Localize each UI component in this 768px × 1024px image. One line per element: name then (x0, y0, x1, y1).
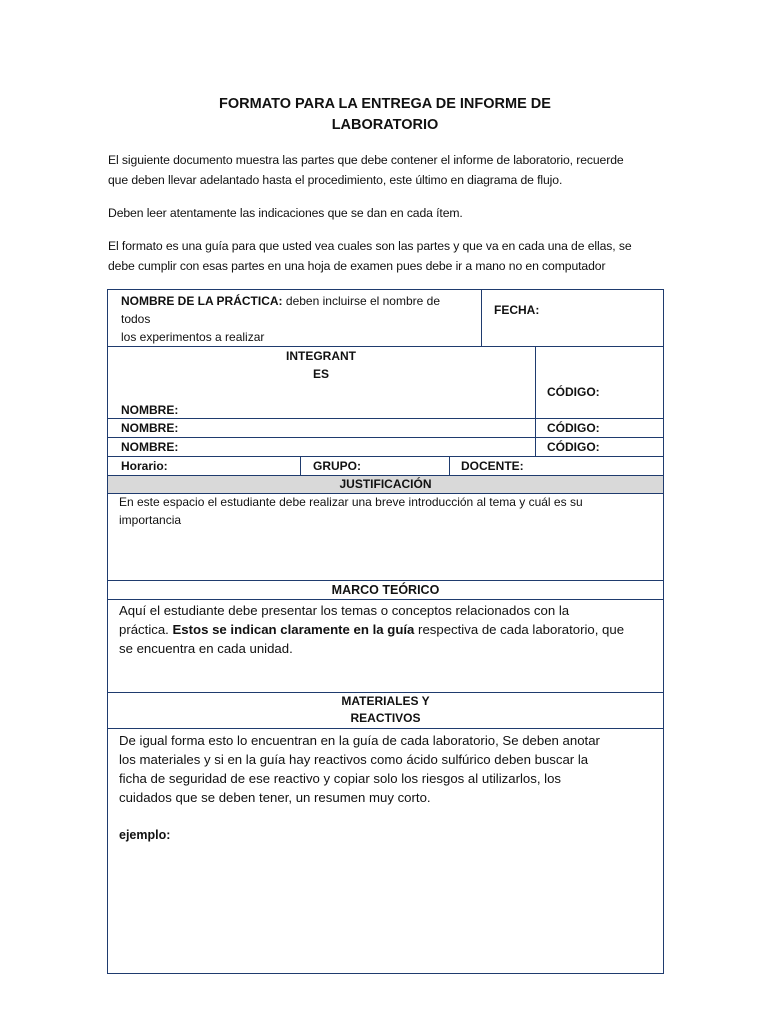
materiales-text (119, 731, 600, 845)
row-divider (108, 599, 663, 600)
integrantes-line-2: ES (312, 367, 329, 381)
codigo-label-1: CÓDIGO: (547, 385, 600, 399)
col-divider (535, 346, 536, 456)
justificacion-header: JUSTIFICACIÓN (339, 477, 432, 491)
intro-p1-line-2: que deben llevar adelantado hasta el procedimiento, este último en diagrama de flujo. (108, 173, 563, 187)
docente-label: DOCENTE: (461, 459, 524, 473)
marco-line-3: se encuentra en cada unidad. (119, 641, 293, 656)
marco-teorico-text (119, 601, 624, 658)
row-divider (108, 456, 663, 457)
intro-p1-line-1: El siguiente documento muestra las partes que debe contener el informe de laboratorio, recuerde (108, 153, 624, 167)
intro-p3-line-2: debe cumplir con esas partes en una hoja de examen pues debe ir a mano no en computador (108, 259, 606, 273)
horario-label: Horario: (121, 459, 168, 473)
justificacion-text (119, 493, 583, 529)
codigo-label-3: CÓDIGO: (547, 440, 600, 454)
practica-desc-line-1: deben incluirse el nombre de (282, 294, 440, 308)
title-line-2: LABORATORIO (331, 117, 439, 133)
nombre-label-3: NOMBRE: (121, 440, 179, 454)
marco-teorico-header: MARCO TEÓRICO (331, 583, 440, 597)
intro-paragraph-2 (108, 203, 668, 223)
marco-line-2-bold: Estos se indican claramente en la guía (172, 622, 415, 637)
intro-paragraph-1 (108, 150, 668, 190)
practica-cell (121, 292, 440, 346)
materiales-header (108, 693, 663, 727)
marco-line-2b: respectiva de cada laboratorio, que (414, 622, 625, 637)
marco-line-1: Aquí el estudiante debe presentar los temas o conceptos relacionados con la (119, 603, 570, 618)
intro-p3-line-1: El formato es una guía para que usted vea cuales son las partes y que va en cada una de ellas, se (108, 239, 632, 253)
justificacion-line-2: importancia (119, 513, 182, 527)
codigo-label-2: CÓDIGO: (547, 421, 600, 435)
justificacion-line-1: En este espacio el estudiante debe realizar una breve introducción al tema y cuál es su (119, 495, 583, 509)
materiales-header-line-2: REACTIVOS (350, 711, 421, 725)
col-divider (300, 456, 301, 475)
nombre-label-2: NOMBRE: (121, 421, 179, 435)
materiales-header-line-1: MATERIALES Y (341, 694, 430, 708)
report-form-table (107, 289, 664, 974)
row-divider (108, 728, 663, 729)
materiales-line-1: De igual forma esto lo encuentran en la guía de cada laboratorio, Se deben anotar (119, 733, 600, 748)
integrantes-line-1: INTEGRANT (286, 349, 356, 363)
row-divider (108, 346, 663, 347)
col-divider (449, 456, 450, 475)
ejemplo-label: ejemplo: (119, 828, 171, 842)
integrantes-header (276, 347, 366, 383)
fecha-label: FECHA: (494, 303, 540, 317)
grupo-label: GRUPO: (313, 459, 361, 473)
practica-desc-line-2: todos (121, 312, 151, 326)
materiales-line-3: ficha de seguridad de ese reactivo y copiar solo los riesgos al utilizarlos, los (119, 771, 562, 786)
title-line-1: FORMATO PARA LA ENTREGA DE INFORME DE (219, 96, 551, 112)
intro-p2-line: Deben leer atentamente las indicaciones que se dan en cada ítem. (108, 206, 463, 220)
practica-label: NOMBRE DE LA PRÁCTICA: (121, 294, 283, 308)
marco-line-2a: práctica. (119, 622, 173, 637)
intro-paragraph-3 (108, 236, 668, 276)
materiales-line-4: cuidados que se deben tener, un resumen muy corto. (119, 790, 431, 805)
document-title (140, 94, 630, 136)
nombre-label-1: NOMBRE: (121, 403, 179, 417)
col-divider (481, 290, 482, 346)
practica-desc-line-3: los experimentos a realizar (121, 330, 265, 344)
materiales-line-2: los materiales y si en la guía hay reactivos como ácido sulfúrico deben buscar la (119, 752, 589, 767)
